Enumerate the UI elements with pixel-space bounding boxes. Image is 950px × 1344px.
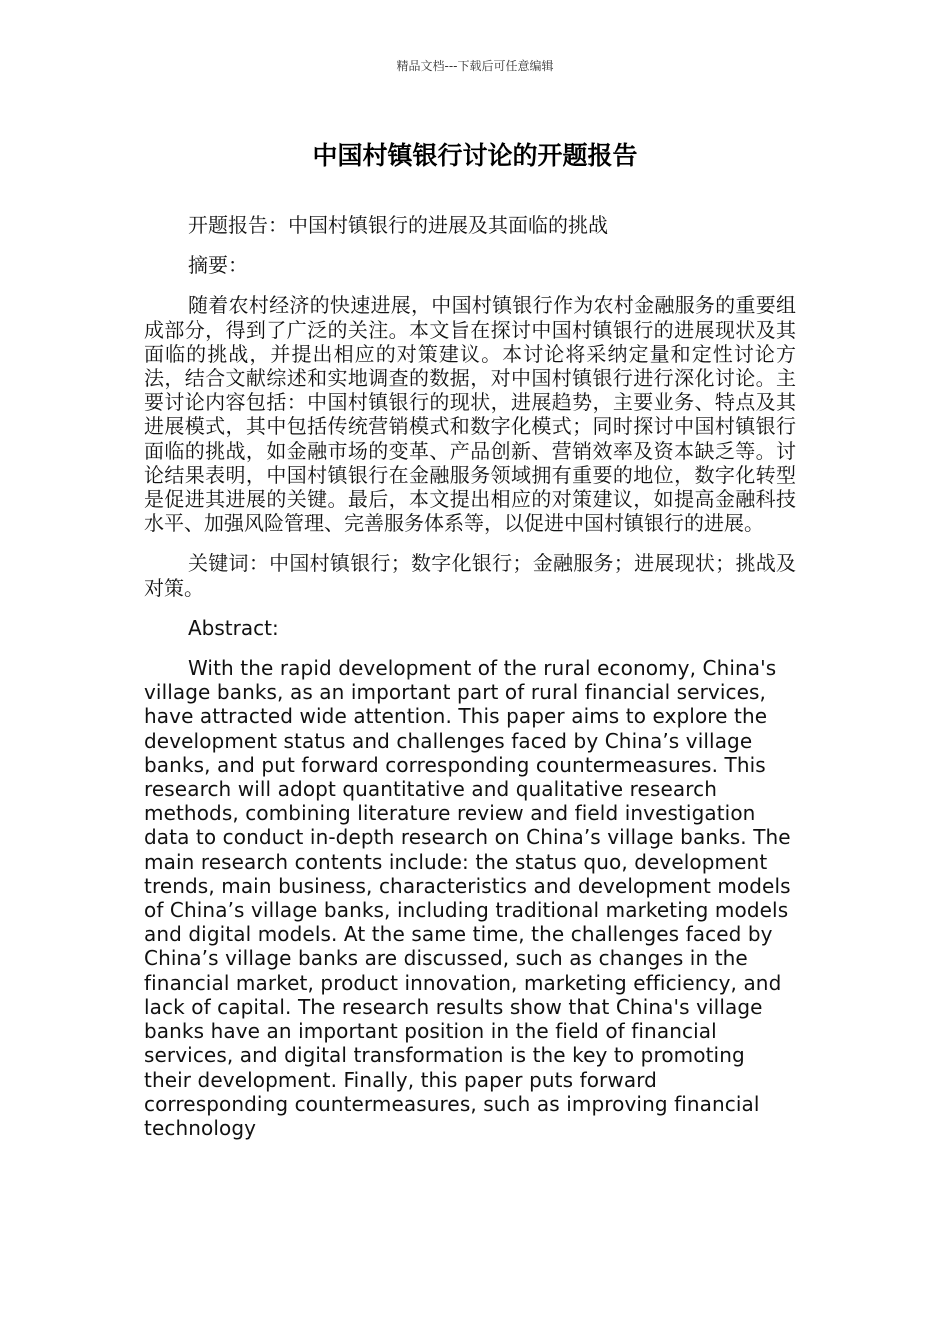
abstract-heading-cn: 摘要：: [188, 253, 248, 278]
abstract-paragraph-en: With the rapid development of the rural economy, China's village banks, as an important part of rural financial services, have attracted wide attention. This paper aims to explore the development status and challenges faced by China’s village banks, and put forward corresponding countermeasures. This research will adopt quantitative and qualitative research methods, combining literature review and field investigation data to conduct in-depth research on China’s village banks. The main research contents include: the status quo, development trends, main business, characteristics and development models of China’s village banks, including traditional marketing models and digital models. At the same time, the challenges faced by China’s village banks are discussed, such as changes in the financial market, product innovation, marketing efficiency, and lack of capital. The research results show that China's village banks have an important position in the field of financial services, and digital transformation is the key to promoting their development. Finally, this paper puts forward corresponding countermeasures, such as improving financial technology: [144, 656, 791, 1140]
document-title: 中国村镇银行讨论的开题报告: [312, 141, 638, 170]
abstract-heading-en: Abstract:: [188, 615, 279, 640]
keywords-paragraph: 关键词：中国村镇银行；数字化银行；金融服务；进展现状；挑战及对策。: [144, 551, 796, 600]
report-subtitle: 开题报告：中国村镇银行的进展及其面临的挑战: [188, 213, 608, 237]
abstract-paragraph-cn: 随着农村经济的快速进展，中国村镇银行作为农村金融服务的重要组成部分，得到了广泛的关注。本文旨在探讨中国村镇银行的进展现状及其面临的挑战，并提出相应的对策建议。本讨论将采纳定量和定性讨论方法，结合文献综述和实地调查的数据，对中国村镇银行进行深化讨论。主要讨论内容包括：中国村镇银行的现状，进展趋势，主要业务、特点及其进展模式，其中包括传统营销模式和数字化模式；同时探讨中国村镇银行面临的挑战，如金融市场的变革、产品创新、营销效率及资本缺乏等。讨论结果表明，中国村镇银行在金融服务领域拥有重要的地位，数字化转型是促进其进展的关键。最后，本文提出相应的对策建议，如提高金融科技水平、加强风险管理、完善服务体系等，以促进中国村镇银行的进展。: [144, 293, 796, 536]
document-body: [144, 213, 796, 1156]
header-note: 精品文档---下载后可任意编辑: [396, 59, 554, 73]
